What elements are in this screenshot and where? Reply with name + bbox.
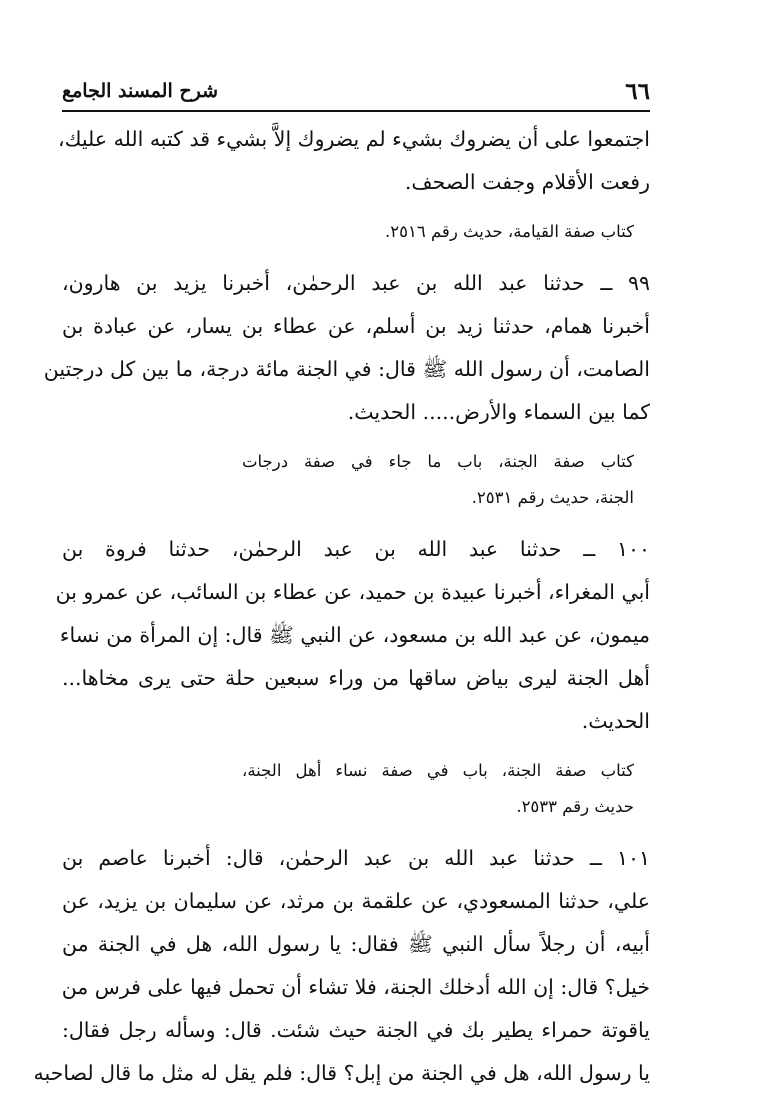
text-line: رفعت الأقلام وجفت الصحف.: [404, 170, 650, 194]
page-number: ٦٦: [625, 78, 650, 105]
text-line: ٩٩ ــ حدثنا عبد الله بن عبد الرحمٰن، أخبرنا يزيد بن هارون،: [62, 271, 650, 295]
text-line: الحديث.: [581, 709, 650, 733]
source-reference: [62, 444, 650, 516]
source-reference: [62, 753, 650, 825]
text-line: ١٠٠ ــ حدثنا عبد الله بن عبد الرحمٰن، حدثنا فروة بن: [62, 537, 650, 561]
hadith-100: [55, 528, 650, 743]
page-content: [33, 118, 650, 1095]
paragraph-continuation: [57, 118, 650, 204]
text-line: أهل الجنة ليرى بياض ساقها من وراء سبعين حلة حتى يرى مخاها...: [62, 666, 650, 690]
text-line: اجتمعوا على أن يضروك بشيء لم يضروك إلاَّ بشيء قد كتبه الله عليك،: [57, 127, 650, 151]
reference-line: كتاب صفة الجنة، باب ما جاء في صفة درجات: [242, 452, 634, 471]
source-reference: [62, 214, 650, 250]
hadith-101: [33, 837, 650, 1095]
reference-line: كتاب صفة الجنة، باب في صفة نساء أهل الجنة،: [242, 761, 634, 780]
text-line: ياقوتة حمراء يطير بك في الجنة حيث شئت. قال: وسأله رجل فقال:: [62, 1018, 650, 1042]
reference-line: الجنة، حديث رقم ٢٥٣١.: [471, 488, 634, 507]
text-line: الصامت، أن رسول الله ﷺ قال: في الجنة مائة درجة، ما بين كل درجتين: [43, 357, 650, 381]
text-line: علي، حدثنا المسعودي، عن علقمة بن مرثد، عن سليمان بن يزيد، عن: [62, 889, 650, 913]
text-line: ميمون، عن عبد الله بن مسعود، عن النبي ﷺ قال: إن المرأة من نساء: [59, 623, 650, 647]
hadith-99: [43, 262, 650, 434]
reference-line: كتاب صفة القيامة، حديث رقم ٢٥١٦.: [385, 222, 634, 241]
running-title: شرح المسند الجامع: [62, 80, 219, 102]
text-line: أخبرنا همام، حدثنا زيد بن أسلم، عن عطاء بن يسار، عن عبادة بن: [62, 314, 650, 338]
text-line: كما بين السماء والأرض..... الحديث.: [347, 400, 650, 424]
page-header: [62, 76, 650, 112]
text-line: يا رسول الله، هل في الجنة من إبل؟ قال: فلم يقل له مثل ما قال لصاحبه: [33, 1061, 650, 1085]
text-line: أبي المغراء، أخبرنا عبيدة بن حميد، عن عطاء بن السائب، عن عمرو بن: [55, 580, 650, 604]
reference-line: حديث رقم ٢٥٣٣.: [516, 797, 634, 816]
text-line: ١٠١ ــ حدثنا عبد الله بن عبد الرحمٰن، قال: أخبرنا عاصم بن: [62, 846, 650, 870]
text-line: خيل؟ قال: إن الله أدخلك الجنة، فلا تشاء أن تحمل فيها على فرس من: [61, 975, 650, 999]
text-line: أبيه، أن رجلاً سأل النبي ﷺ فقال: يا رسول الله، هل في الجنة من: [62, 932, 650, 956]
